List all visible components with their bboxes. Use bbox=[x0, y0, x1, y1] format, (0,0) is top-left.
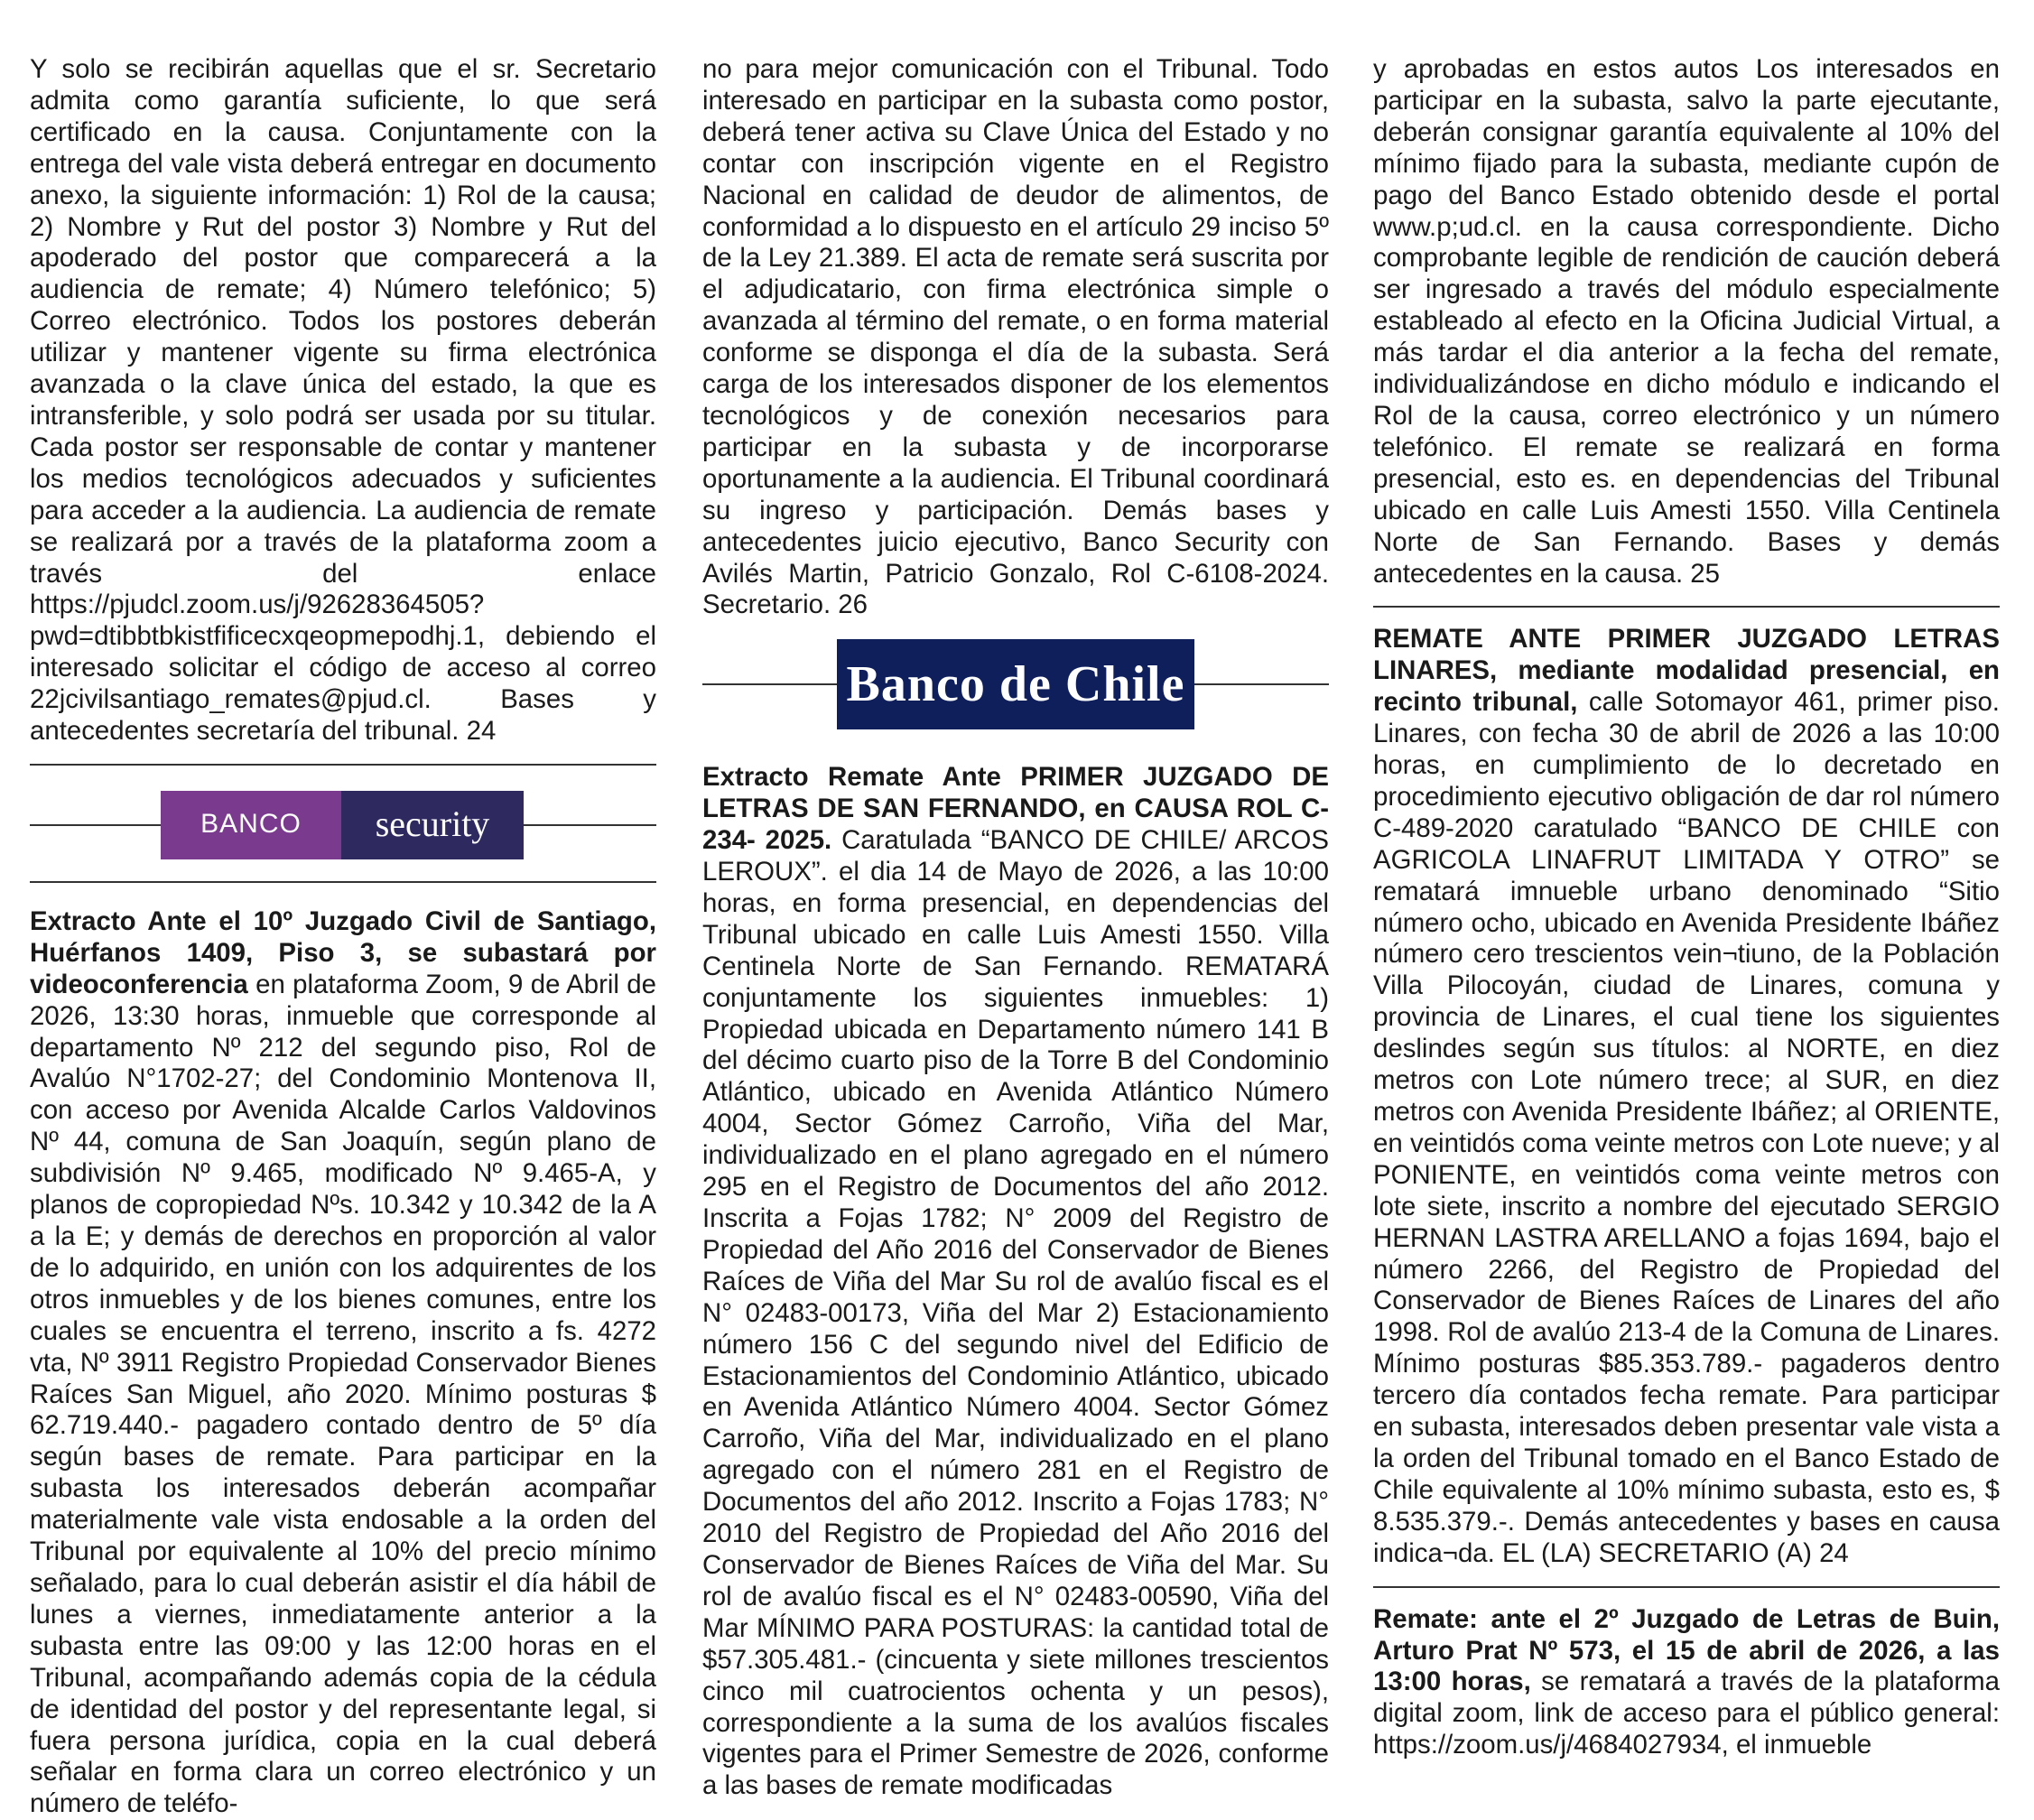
divider bbox=[30, 881, 656, 883]
notice-body: Caratulada “BANCO DE CHILE/ ARCOS LEROUX”. el dia 14 de Mayo de 2026, a las 10:00 horas, en forma presencial, en dependencias del Tribunal ubicado en calle Luis Amesti 1550. Villa Centinela Norte de San Fernando. REMATARÁ conjuntamente los siguientes inmuebles: 1) Propiedad ubicada en Departamento número 141 B del décimo cuarto piso de la Torre B del Condominio Atlántico, ubicado en Avenida Atlántico Número 4004, Sector Gómez Carroño, Viña del Mar, individualizado en el plano agregado en el número 295 en el Registro de Documentos del año 2012. Inscrita a Fojas 1782; N° 2009 del Registro de Propiedad del Año 2016 del Conservador de Bienes Raíces de Viña del Mar Su rol de avalúo fiscal es el N° 02483-00173, Viña del Mar 2) Estacionamiento número 156 C del segundo nivel del Edificio de Estacionamientos del Condominio Atlántico, ubicado en Avenida Atlántico Número 4004. Sector Gómez Carroño, Viña del Mar, individualizado en el plano agregado con el número 281 en el Registro de Documentos del año 2012. Inscrito a Fojas 1783; N° 2010 del Registro de Propiedad del Año 2016 del Conservador de Bienes Raíces de Viña del Mar. Su rol de avalúo fiscal es el N° 02483-00590, Viña del Mar MÍNIMO PARA POSTURAS: la cantidad total de $57.305.481.- (cincuenta y siete millones trescientos cinco mil cuatrocientos ochenta y un pesos), correspondiente a la suma de los avalúos fiscales vigentes para el Primer Semestre de 2026, conforme a las bases de remate modificadas bbox=[702, 825, 1329, 1801]
banco-de-chile-logo-row bbox=[702, 639, 1329, 731]
divider bbox=[1373, 606, 2000, 608]
notice-body: se rematará a través de la plataforma digital zoom, link de acceso para el público general: https://zoom.us/j/4684027934, el inmueble bbox=[1373, 1667, 2000, 1760]
notice-continuation: no para mejor comunicación con el Tribunal. Todo interesado en participar en la subasta como postor, deberá tener activa su Clave Única del Estado y no contar con inscripción vigente en el Registro Nacional en calidad de deudor de alimentos, de conformidad a lo dispuesto en el artículo 29 inciso 5º de la Ley 21.389. El acta de remate será suscrita por el adjudicatario, con firma electrónica simple o avanzada al término del remate, o en forma material conforme se disponga el día de la subasta. Será carga de los interesados disponer de los elementos tecnológicos y de conexión necesarios para participar en la subasta y de incorporarse oportunamente a la audiencia. El Tribunal coordinará su ingreso y participación. Demás bases y antecedentes juicio ejecutivo, Banco Security con Avilés Martin, Patricio Gonzalo, Rol C-6108-2024. Secretario. 26 bbox=[702, 54, 1329, 620]
notice-heading: Extracto Remate Ante PRIMER JUZGADO DE LETRAS DE SAN FERNANDO, en CAUSA ROL C-234- 2025. bbox=[702, 762, 1329, 856]
banco-security-logo bbox=[161, 791, 524, 859]
divider bbox=[1373, 1586, 2000, 1588]
banco-de-chile-logo: Banco de Chile bbox=[837, 639, 1194, 729]
notice-body: en plataforma Zoom, 9 de Abril de 2026, 13:30 horas, inmueble que corresponde al departamento Nº 212 del segundo piso, Rol de Avalúo N°1702-27; del Condominio Montenova II, con acceso por Avenida Alcalde Carlos Valdovinos Nº 44, comuna de San Joaquín, según plano de subdivisión Nº 9.465, modificado Nº 9.465-A, y planos de copropiedad Nºs. 10.342 y 10.342 de la A a la E; y demás de derechos en proporción al valor de lo adquirido, en unión con los adquirentes de los otros inmuebles y de los bienes comunes, entre los cuales se encuentra el terreno, inscrito a fs. 4272 vta, Nº 3911 Registro Propiedad Conservador Bienes Raíces San Miguel, año 2020. Mínimo posturas $ 62.719.440.- pagadero contado dentro de 5º día según bases de remate. Para participar en la subasta los interesados deberán acompañar materialmente vale vista endosable a la orden del Tribunal por equivalente al 10% del precio mínimo señalado, para lo cual deberán asistir el día hábil de lunes a viernes, inmediatamente anterior a la subasta entre las 09:00 y las 12:00 horas en el Tribunal, acompañando además copia de la cédula de identidad del postor y del representante legal, si fuera persona jurídica, copia en la cual deberá señalar en forma clara un correo electrónico y un número de teléfo- bbox=[30, 969, 656, 1819]
column-3 bbox=[1373, 54, 2000, 1761]
notice-buin bbox=[1373, 1604, 2000, 1762]
notice-heading: Extracto Ante el 10º Juzgado Civil de Santiago, Huérfanos 1409, Piso 3, se subastará por videoconferencia bbox=[30, 905, 656, 999]
notice-continuation: Y solo se recibirán aquellas que el sr. Secretario admita como garantía suficiente, lo que será certificado en la causa. Conjuntamente con la entrega del vale vista deberá entregar en documento anexo, la siguiente información: 1) Rol de la causa; 2) Nombre y Rut del postor 3) Nombre y Rut del apoderado del postor que comparecerá a la audiencia de remate; 4) Número telefónico; 5) Correo electrónico. Todos los postores deberán utilizar y mantener vigente su firma electrónica avanzada o la clave única del estado, la que es intransferible, y solo podrá ser usada por su titular. Cada postor ser responsable de contar y mantener los medios tecnológicos adecuados y suficientes para acceder a la audiencia. La audiencia de remate se realizará por a través de la plataforma zoom a través del enlace https://pjudcl.zoom.us/j/92628364505?pwd=dtibbtbkistfificecxqeopmepodhj.1, debiendo el interesado solicitar el código de acceso al correo 22jcivilsantiago_remates@pjud.cl. Bases y antecedentes secretaría del tribunal. 24 bbox=[30, 54, 656, 747]
banco-security-logo-row bbox=[30, 791, 656, 861]
divider bbox=[30, 764, 656, 766]
column-1 bbox=[30, 54, 656, 1820]
notice-heading: Remate: ante el 2º Juzgado de Letras de Buin, Arturo Prat Nº 573, el 15 de abril de 2026, a las 13:00 horas, bbox=[1373, 1603, 2000, 1697]
logo-banco-text: BANCO bbox=[161, 791, 341, 859]
notice-san-fernando bbox=[702, 762, 1329, 1802]
notice-body: calle Sotomayor 461, primer piso. Linares, con fecha 30 de abril de 2026 a las 10:00 horas, en cumplimiento de lo decretado en procedimiento ejecutivo obligación de dar rol número C-489-2020 caratulado “BANCO DE CHILE con AGRICOLA LINAFRUT LIMITADA Y OTRO” se rematará imnueble urbano denominado “Sitio número ocho, ubicado en Avenida Presidente Ibáñez número cero trescientos vein¬tiuno, de la Población Villa Pilocoyán, ciudad de Linares, comuna y provincia de Linares, el cual tiene los siguientes deslindes según sus títulos: al NORTE, en diez metros con Lote número trece; al SUR, en diez metros con Avenida Presidente Ibáñez; al ORIENTE, en veintidós coma veinte metros con Lote nueve; y al PONIENTE, en veintidós coma veinte metros con lote siete, inscrito a nombre del ejecutado SERGIO HERNAN LASTRA ARELLANO a fojas 1694, bajo el número 2266, del Registro de Propiedad del Conservador de Bienes Raíces de Linares del año 1998. Rol de avalúo 213-4 de la Comuna de Linares. Mínimo posturas $85.353.789.- pagaderos dentro tercero día contados fecha remate. Para participar en subasta, interesados deben presentar vale vista a la orden del Tribunal tomado en el Banco Estado de Chile equivalente al 10% mínimo subasta, esto es, $ 8.535.379.-. Demás antecedentes y bases en causa indica¬da. EL (LA) SECRETARIO (A) 24 bbox=[1373, 687, 2000, 1568]
column-2 bbox=[702, 54, 1329, 1802]
notice-security bbox=[30, 906, 656, 1820]
logo-security-text: security bbox=[341, 791, 524, 859]
notice-heading: REMATE ANTE PRIMER JUZGADO LETRAS LINARES, mediante modalidad presencial, en recinto tribunal, bbox=[1373, 624, 2000, 718]
notice-continuation: y aprobadas en estos autos Los interesados en participar en la subasta, salvo la parte ejecutante, deberán consignar garantía equivalente al 10% del mínimo fijado para la subasta, mediante cupón de pago del Banco Estado obtenido desde el portal www.p;ud.cl. en la causa correspondiente. Dicho comprobante legible de rendición de caución deberá ser ingresado a través del módulo especialmente estableado al efecto en la Oficina Judicial Virtual, a más tardar el dia anterior a la fecha del remate, individualizándose en dicho módulo e indicando el Rol de la causa, correo electrónico y un número telefónico. El remate se realizará en forma presencial, esto es. en dependencias del Tribunal ubicado en calle Luis Amesti 1550. Villa Centinela Norte de San Fernando. Bases y demás antecedentes en la causa. 25 bbox=[1373, 54, 2000, 589]
notice-linares bbox=[1373, 624, 2000, 1569]
